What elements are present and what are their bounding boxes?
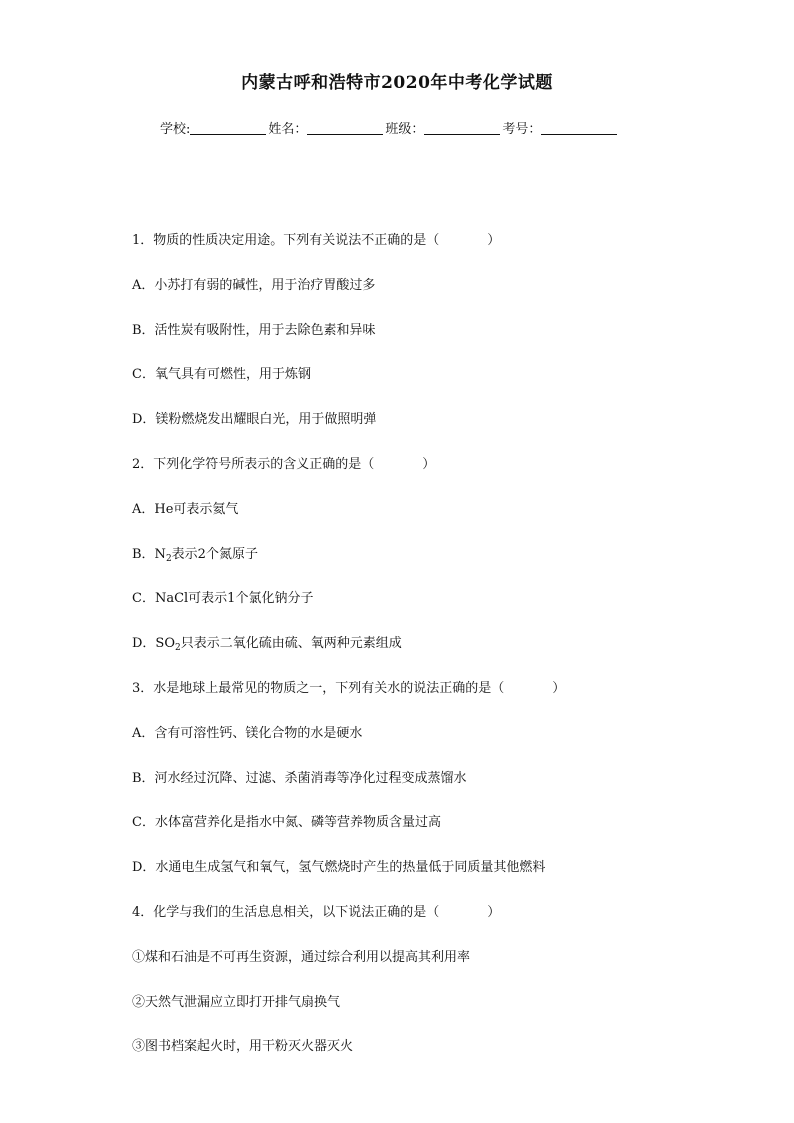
- class-label: 班级：: [385, 122, 425, 137]
- question-2-option-d: D．$SO_2$只表示二氧化硫由硫、氧两种元素组成: [132, 636, 402, 654]
- question-2-option-c: C．NaCl可表示1个氯化钠分子: [132, 591, 314, 607]
- question-1-option-a: A．小苏打有弱的碱性，用于治疗胃酸过多: [132, 277, 376, 293]
- question-3-option-b: B．河水经过沉降、过滤、杀菌消毒等净化过程变成蒸馏水: [132, 770, 467, 786]
- question-4-statement-3: ③图书档案起火时，用干粉灭火器灭火: [132, 1039, 354, 1055]
- question-4-statement-2: ②天然气泄漏应立即打开排气扇换气: [132, 994, 341, 1010]
- question-2-option-a: A．He可表示氦气: [132, 501, 239, 517]
- question-4-stem: 4．化学与我们的生活息息相关，以下说法正确的是（ ）: [132, 904, 501, 920]
- class-blank: [424, 122, 500, 135]
- question-3-option-c: C．水体富营养化是指水中氮、磷等营养物质含量过高: [132, 815, 441, 831]
- name-label: 姓名：: [268, 122, 308, 137]
- question-1-option-b: B．活性炭有吸附性，用于去除色素和异味: [132, 322, 376, 338]
- question-2-option-b: B．$N_2$表示2个氮原子: [132, 546, 258, 564]
- question-1-option-d: D．镁粉燃烧发出耀眼白光，用于做照明弹: [132, 412, 377, 428]
- name-blank: [307, 122, 383, 135]
- question-3-option-d: D．水通电生成氢气和氧气，氢气燃烧时产生的热量低于同质量其他燃料: [132, 860, 546, 876]
- school-label: 学校:: [160, 122, 191, 137]
- question-4-statement-1: ①煤和石油是不可再生资源，通过综合利用以提高其利用率: [132, 949, 471, 965]
- page-title: 内蒙古呼和浩特市2020年中考化学试题: [241, 73, 553, 93]
- question-3-option-a: A．含有可溶性钙、镁化合物的水是硬水: [132, 725, 363, 741]
- question-2-stem: 2．下列化学符号所表示的含义正确的是（ ）: [132, 456, 436, 472]
- exam-no-blank: [541, 122, 617, 135]
- school-blank: [190, 122, 266, 135]
- question-1-option-c: C．氧气具有可燃性，用于炼钢: [132, 367, 311, 383]
- exam-no-label: 考号：: [502, 122, 542, 137]
- student-info-line: [160, 118, 680, 137]
- question-3-stem: 3．水是地球上最常见的物质之一，下列有关水的说法正确的是（ ）: [132, 680, 566, 696]
- question-1-stem: 1．物质的性质决定用途。下列有关说法不正确的是（ ）: [132, 233, 501, 248]
- question-list: [132, 232, 692, 1083]
